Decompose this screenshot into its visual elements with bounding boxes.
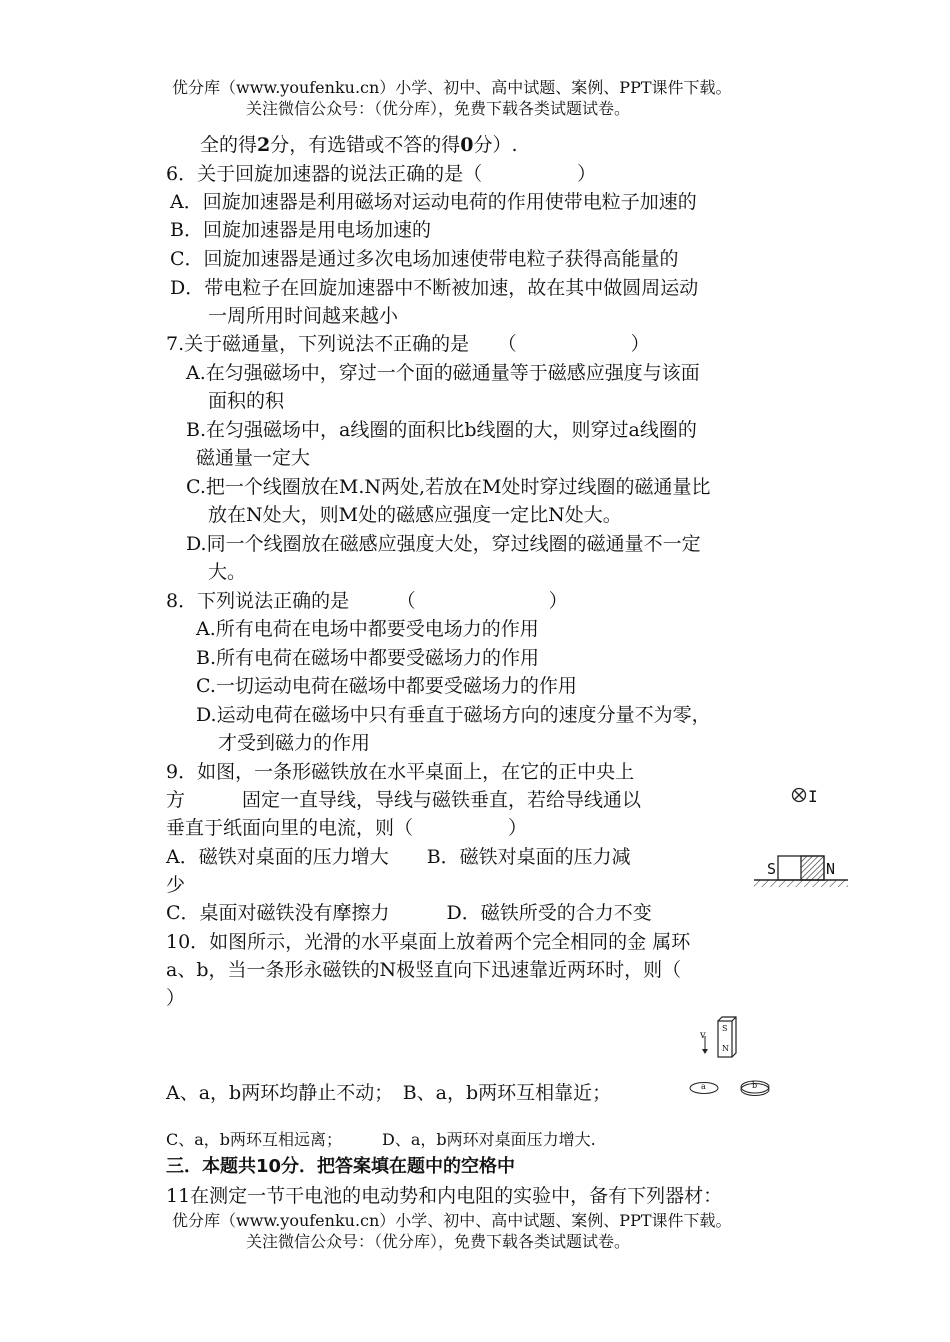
q10-stem-3: ） [166,987,186,1009]
scoring-note-text-2: 分，有选错或不答的得 [270,134,461,156]
header-line-1: 优分库（www.youfenku.cn）小学、初中、高中试题、案例、PPT课件下载。 [172,78,732,97]
q6-option-d: D．带电粒子在回旋加速器中不断被加速，故在其中做圆周运动 [170,277,699,299]
q9-magnet-north-half [801,856,824,880]
q7-option-a: A.在匀强磁场中，穿过一个面的磁通量等于磁感应强度与该面 [186,362,700,384]
q11-stem: 11在测定一节干电池的电动势和内电阻的实验中，备有下列器材： [166,1185,723,1207]
q9-current-label: I [808,787,818,806]
scoring-note-text-1: 全的得 [200,134,258,156]
scoring-note-points-2: 0 [460,134,474,156]
q9-stem-3: 垂直于纸面向里的电流，则（ ） [166,817,528,839]
q8-option-d: D.运动电荷在磁场中只有垂直于磁场方向的速度分量不为零， [196,704,711,726]
q10-velocity-label: v [700,1030,706,1041]
q7-option-c-cont: 放在N处大，则M处的磁感应强度一定比N处大。 [208,504,622,526]
q7-option-a-cont: 面积的积 [208,390,285,412]
q9-table-hatch [754,880,848,887]
q9-options-cd: C．桌面对磁铁没有摩擦力 D．磁铁所受的合力不变 [166,902,652,924]
q9-stem-2: 方 固定一直导线，导线与磁铁垂直，若给导线通以 [166,789,642,811]
q8-option-d-cont: 才受到磁力的作用 [218,732,371,754]
q8-option-b: B.所有电荷在磁场中都要受磁场力的作用 [196,647,540,669]
q10-ring-b-label: b [752,1081,758,1090]
q7-stem: 7.关于磁通量，下列说法不正确的是 （ ） [166,333,650,355]
q10-stem-1: 10．如图所示，光滑的水平桌面上放着两个完全相同的金 属环 [166,931,691,953]
q9-options-ab-cont: 少 [166,874,186,896]
q9-stem-1: 9．如图，一条形磁铁放在水平桌面上，在它的正中央上 [166,761,635,783]
q6-stem: 6．关于回旋加速器的说法正确的是（ ） [166,163,597,185]
q7-option-d-cont: 大。 [208,561,247,583]
q10-ring-a-label: a [701,1082,706,1091]
q6-option-a: A．回旋加速器是利用磁场对运动电荷的作用使带电粒子加速的 [170,191,697,213]
q7-option-b-cont: 磁通量一定大 [196,447,311,469]
q9-magnet-s-label: S [767,860,777,878]
q8-stem: 8．下列说法正确的是 （ ） [166,590,568,612]
q7-option-d: D.同一个线圈放在磁感应强度大处，穿过线圈的磁通量不一定 [186,533,701,555]
q10-magnet-n-label: N [722,1044,729,1053]
q6-option-c: C．回旋加速器是通过多次电场加速使带电粒子获得高能量的 [170,248,679,270]
footer-line-2: 关注微信公众号：（优分库），免费下载各类试题试卷。 [246,1232,631,1251]
scoring-note [200,133,518,157]
q8-option-c: C.一切运动电荷在磁场中都要受磁场力的作用 [196,675,577,697]
q10-stem-2: a、b，当一条形永磁铁的N极竖直向下迅速靠近两环时，则（ [166,959,682,981]
header-line-2: 关注微信公众号：（优分库），免费下载各类试题试卷。 [246,99,631,118]
q8-option-a: A.所有电荷在电场中都要受电场力的作用 [196,618,539,640]
q7-option-c: C.把一个线圈放在M.N两处,若放在M处时穿过线圈的磁通量比 [186,476,711,498]
q9-options-ab: A．磁铁对桌面的压力增大 B．磁铁对桌面的压力减 [166,846,631,868]
footer-line-1: 优分库（www.youfenku.cn）小学、初中、高中试题、案例、PPT课件下载。 [172,1211,732,1230]
q10-magnet-s-label: S [722,1024,728,1033]
q10-options-ab: A、a，b两环均静止不动； B、a，b两环互相靠近； [166,1082,612,1104]
section-3-title: 三．本题共10分．把答案填在题中的空格中 [166,1156,516,1177]
q7-option-b: B.在匀强磁场中，a线圈的面积比b线圈的大，则穿过a线圈的 [186,419,697,441]
q9-magnet-n-label: N [826,860,836,878]
scoring-note-points-1: 2 [257,134,271,156]
scoring-note-text-3: 分）. [473,134,518,156]
q6-option-d-cont: 一周所用时间越来越小 [208,305,399,327]
q6-option-b: B．回旋加速器是用电场加速的 [170,219,431,241]
q10-options-cd: C、a，b两环互相远离； D、a，b两环对桌面压力增大. [166,1130,596,1149]
